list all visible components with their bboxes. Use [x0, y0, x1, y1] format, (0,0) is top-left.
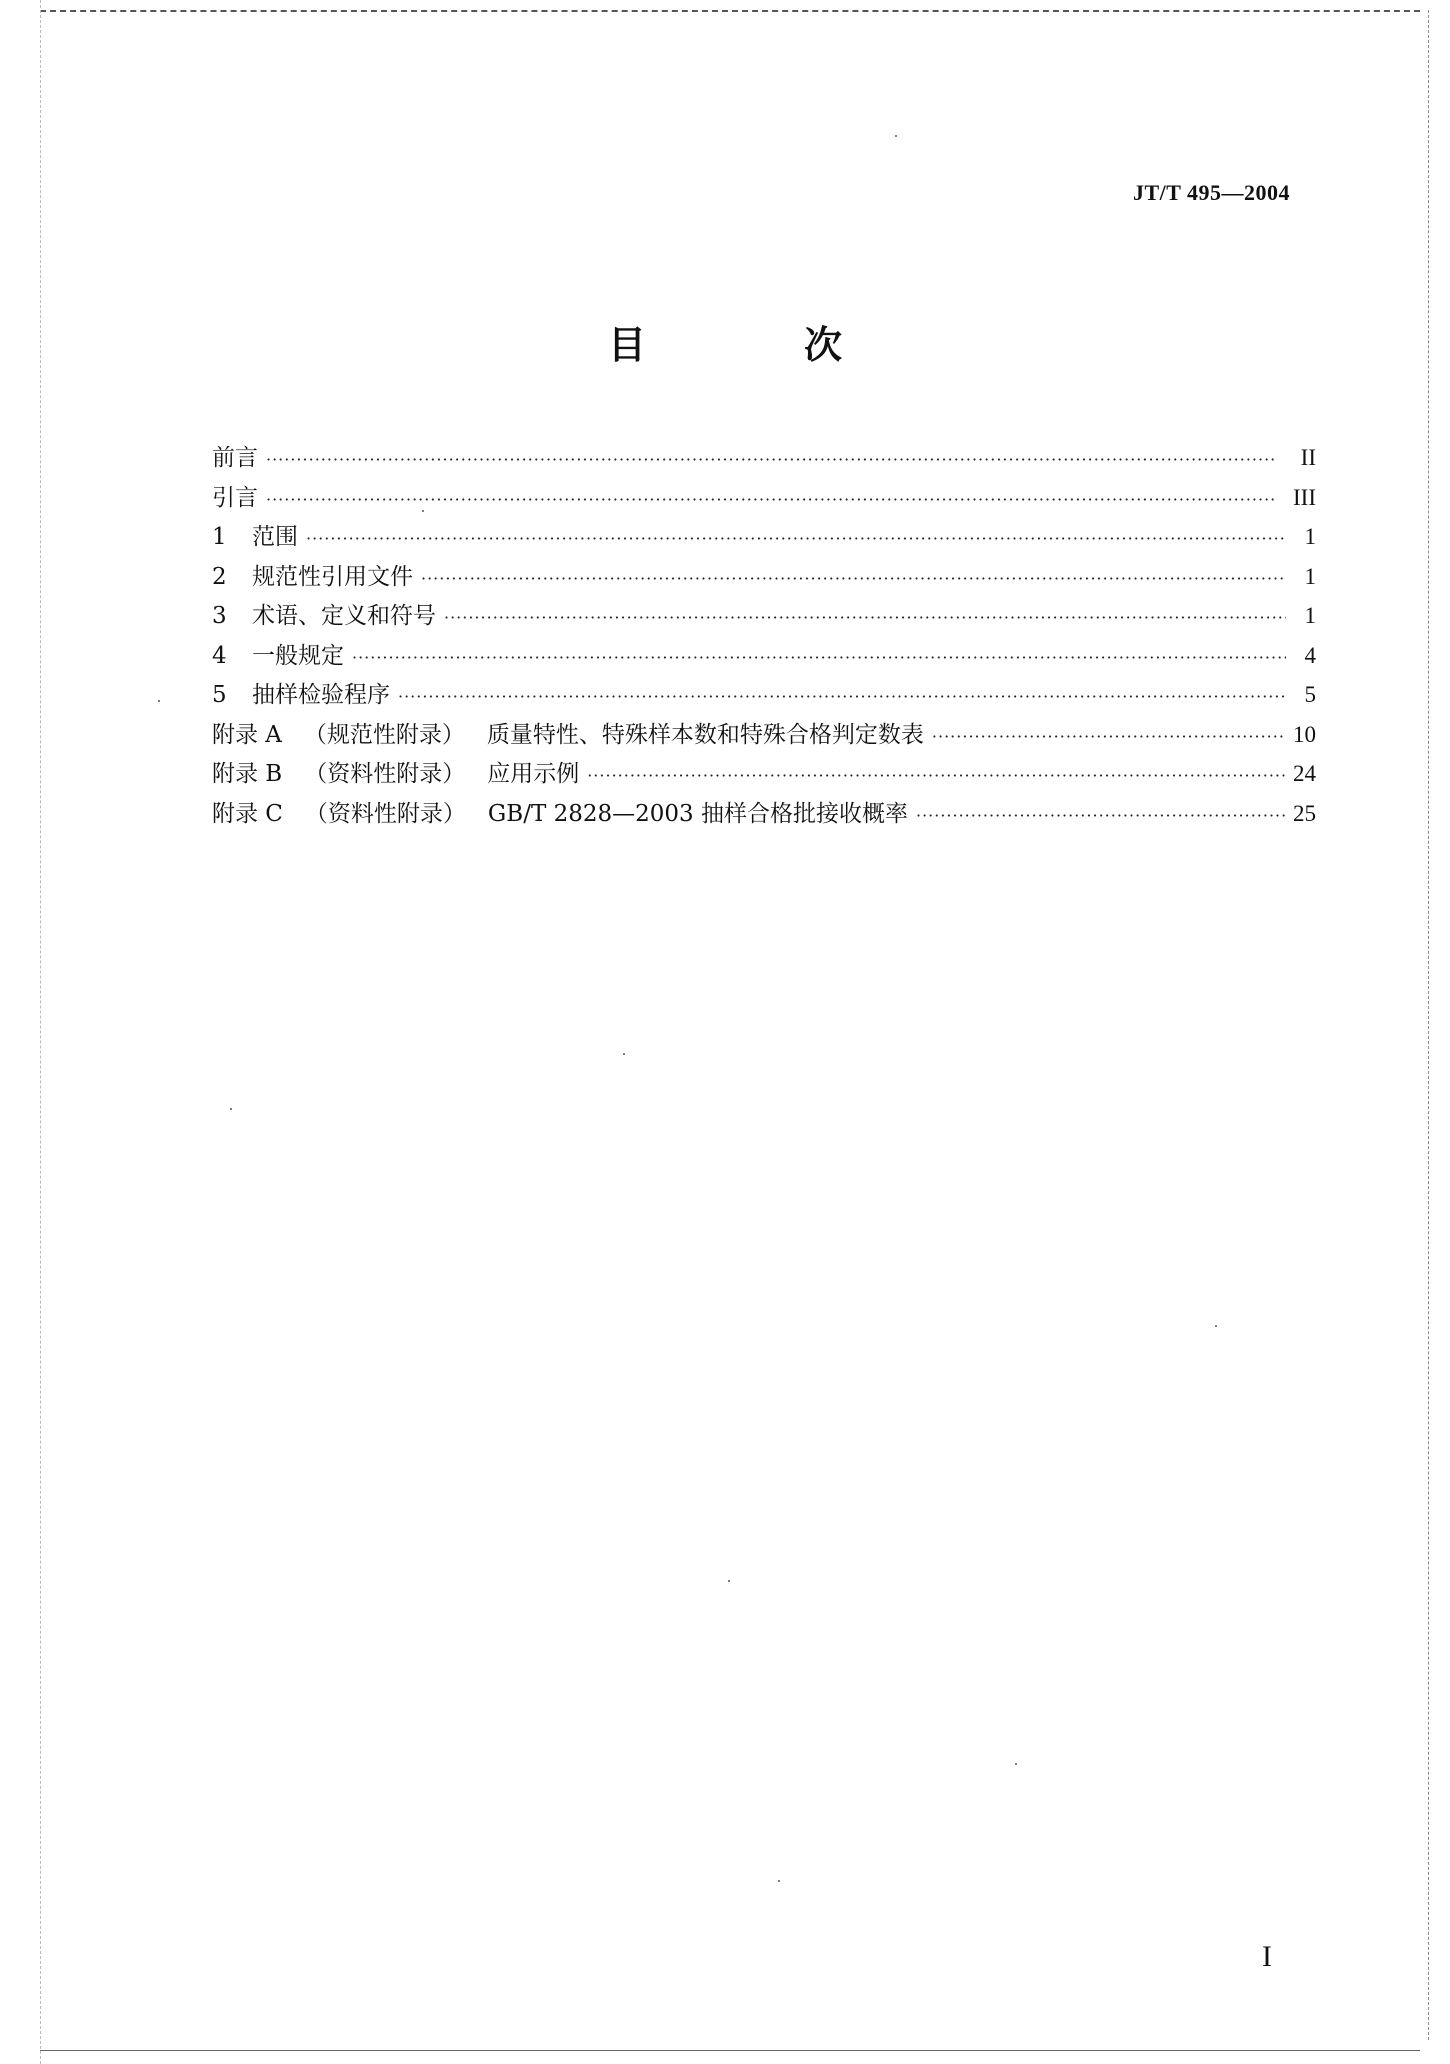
toc-entry-annex-a[interactable] [212, 715, 1316, 755]
scan-speck [1215, 1325, 1217, 1327]
toc-annex-label: 附录 C [212, 800, 283, 827]
toc-entry-text: 质量特性、特殊样本数和特殊合格判定数表 [486, 721, 924, 748]
toc-entry-normative-references[interactable] [212, 557, 1316, 597]
scan-speck [230, 1108, 232, 1110]
toc-leader-dots [266, 440, 1286, 480]
toc-entry-page: 10 [1293, 721, 1316, 747]
toc-entry-sampling-procedure[interactable] [212, 675, 1316, 715]
toc-entry-page: II [1300, 445, 1316, 470]
toc-entry-number: 5 [212, 682, 227, 708]
scan-speck [623, 1053, 625, 1055]
toc-leader-dots [421, 559, 1286, 599]
scan-speck [422, 510, 424, 512]
toc-leader-dots [306, 519, 1286, 559]
toc-entry-terms[interactable] [212, 596, 1316, 636]
toc-annex-kind: （规范性附录） [303, 721, 465, 748]
toc-entry-number: 1 [212, 524, 227, 550]
toc-title: 目 次 [607, 323, 902, 367]
toc-entry-text: 一般规定 [252, 642, 344, 669]
toc-entry-page: 24 [1293, 761, 1316, 786]
toc-leader-dots [352, 638, 1286, 678]
toc-entry-text: GB/T 2828—2003 抽样合格批接收概率 [487, 800, 908, 827]
toc-entry-number: 3 [212, 603, 227, 629]
toc-annex-kind: （资料性附录） [304, 800, 466, 827]
toc-entry-annex-c[interactable] [212, 794, 1316, 834]
toc-entry-page: 4 [1304, 642, 1316, 668]
toc-entry-introduction[interactable] [212, 478, 1316, 518]
scan-speck [895, 135, 897, 137]
toc-entry-number: 2 [212, 563, 227, 590]
toc-entry-text: 术语、定义和符号 [252, 603, 436, 629]
toc-entry-page: 25 [1293, 800, 1316, 826]
page-number: I [1262, 1940, 1272, 1973]
document-code: JT/T 495—2004 [1132, 180, 1290, 205]
toc-entry-text: 抽样检验程序 [252, 682, 390, 708]
scan-speck [778, 1880, 780, 1882]
toc-entry-page: 5 [1304, 682, 1316, 707]
table-of-contents [212, 438, 1316, 833]
toc-annex-label: 附录 A [212, 721, 282, 748]
toc-entry-page: 1 [1304, 603, 1316, 628]
toc-leader-dots [916, 796, 1286, 836]
toc-entry-page: 1 [1304, 563, 1316, 589]
toc-entry-foreword[interactable] [212, 438, 1316, 478]
scan-border-top [40, 10, 1420, 12]
toc-entry-text: 引言 [212, 484, 258, 511]
toc-entry-text: 范围 [252, 524, 298, 550]
toc-leader-dots [932, 717, 1286, 757]
toc-leader-dots [398, 677, 1286, 717]
toc-entry-text: 规范性引用文件 [252, 563, 413, 590]
scan-border-left [40, 0, 41, 2064]
toc-entry-scope[interactable] [212, 517, 1316, 557]
scan-speck [728, 1580, 730, 1582]
toc-entry-number: 4 [212, 642, 227, 669]
toc-entry-page: III [1293, 484, 1316, 510]
toc-entry-annex-b[interactable] [212, 754, 1316, 794]
scan-speck [1015, 1763, 1017, 1765]
toc-annex-kind: （资料性附录） [304, 761, 466, 787]
toc-leader-dots [444, 598, 1286, 638]
toc-leader-dots [587, 756, 1286, 796]
toc-leader-dots [266, 480, 1286, 520]
toc-entry-text: 应用示例 [487, 761, 580, 787]
toc-entry-text: 前言 [212, 445, 258, 471]
toc-annex-label: 附录 B [212, 761, 283, 787]
scan-speck [158, 700, 160, 702]
toc-entry-page: 1 [1304, 524, 1316, 549]
scan-border-bottom [40, 2050, 1420, 2051]
toc-entry-general-provisions[interactable] [212, 636, 1316, 676]
